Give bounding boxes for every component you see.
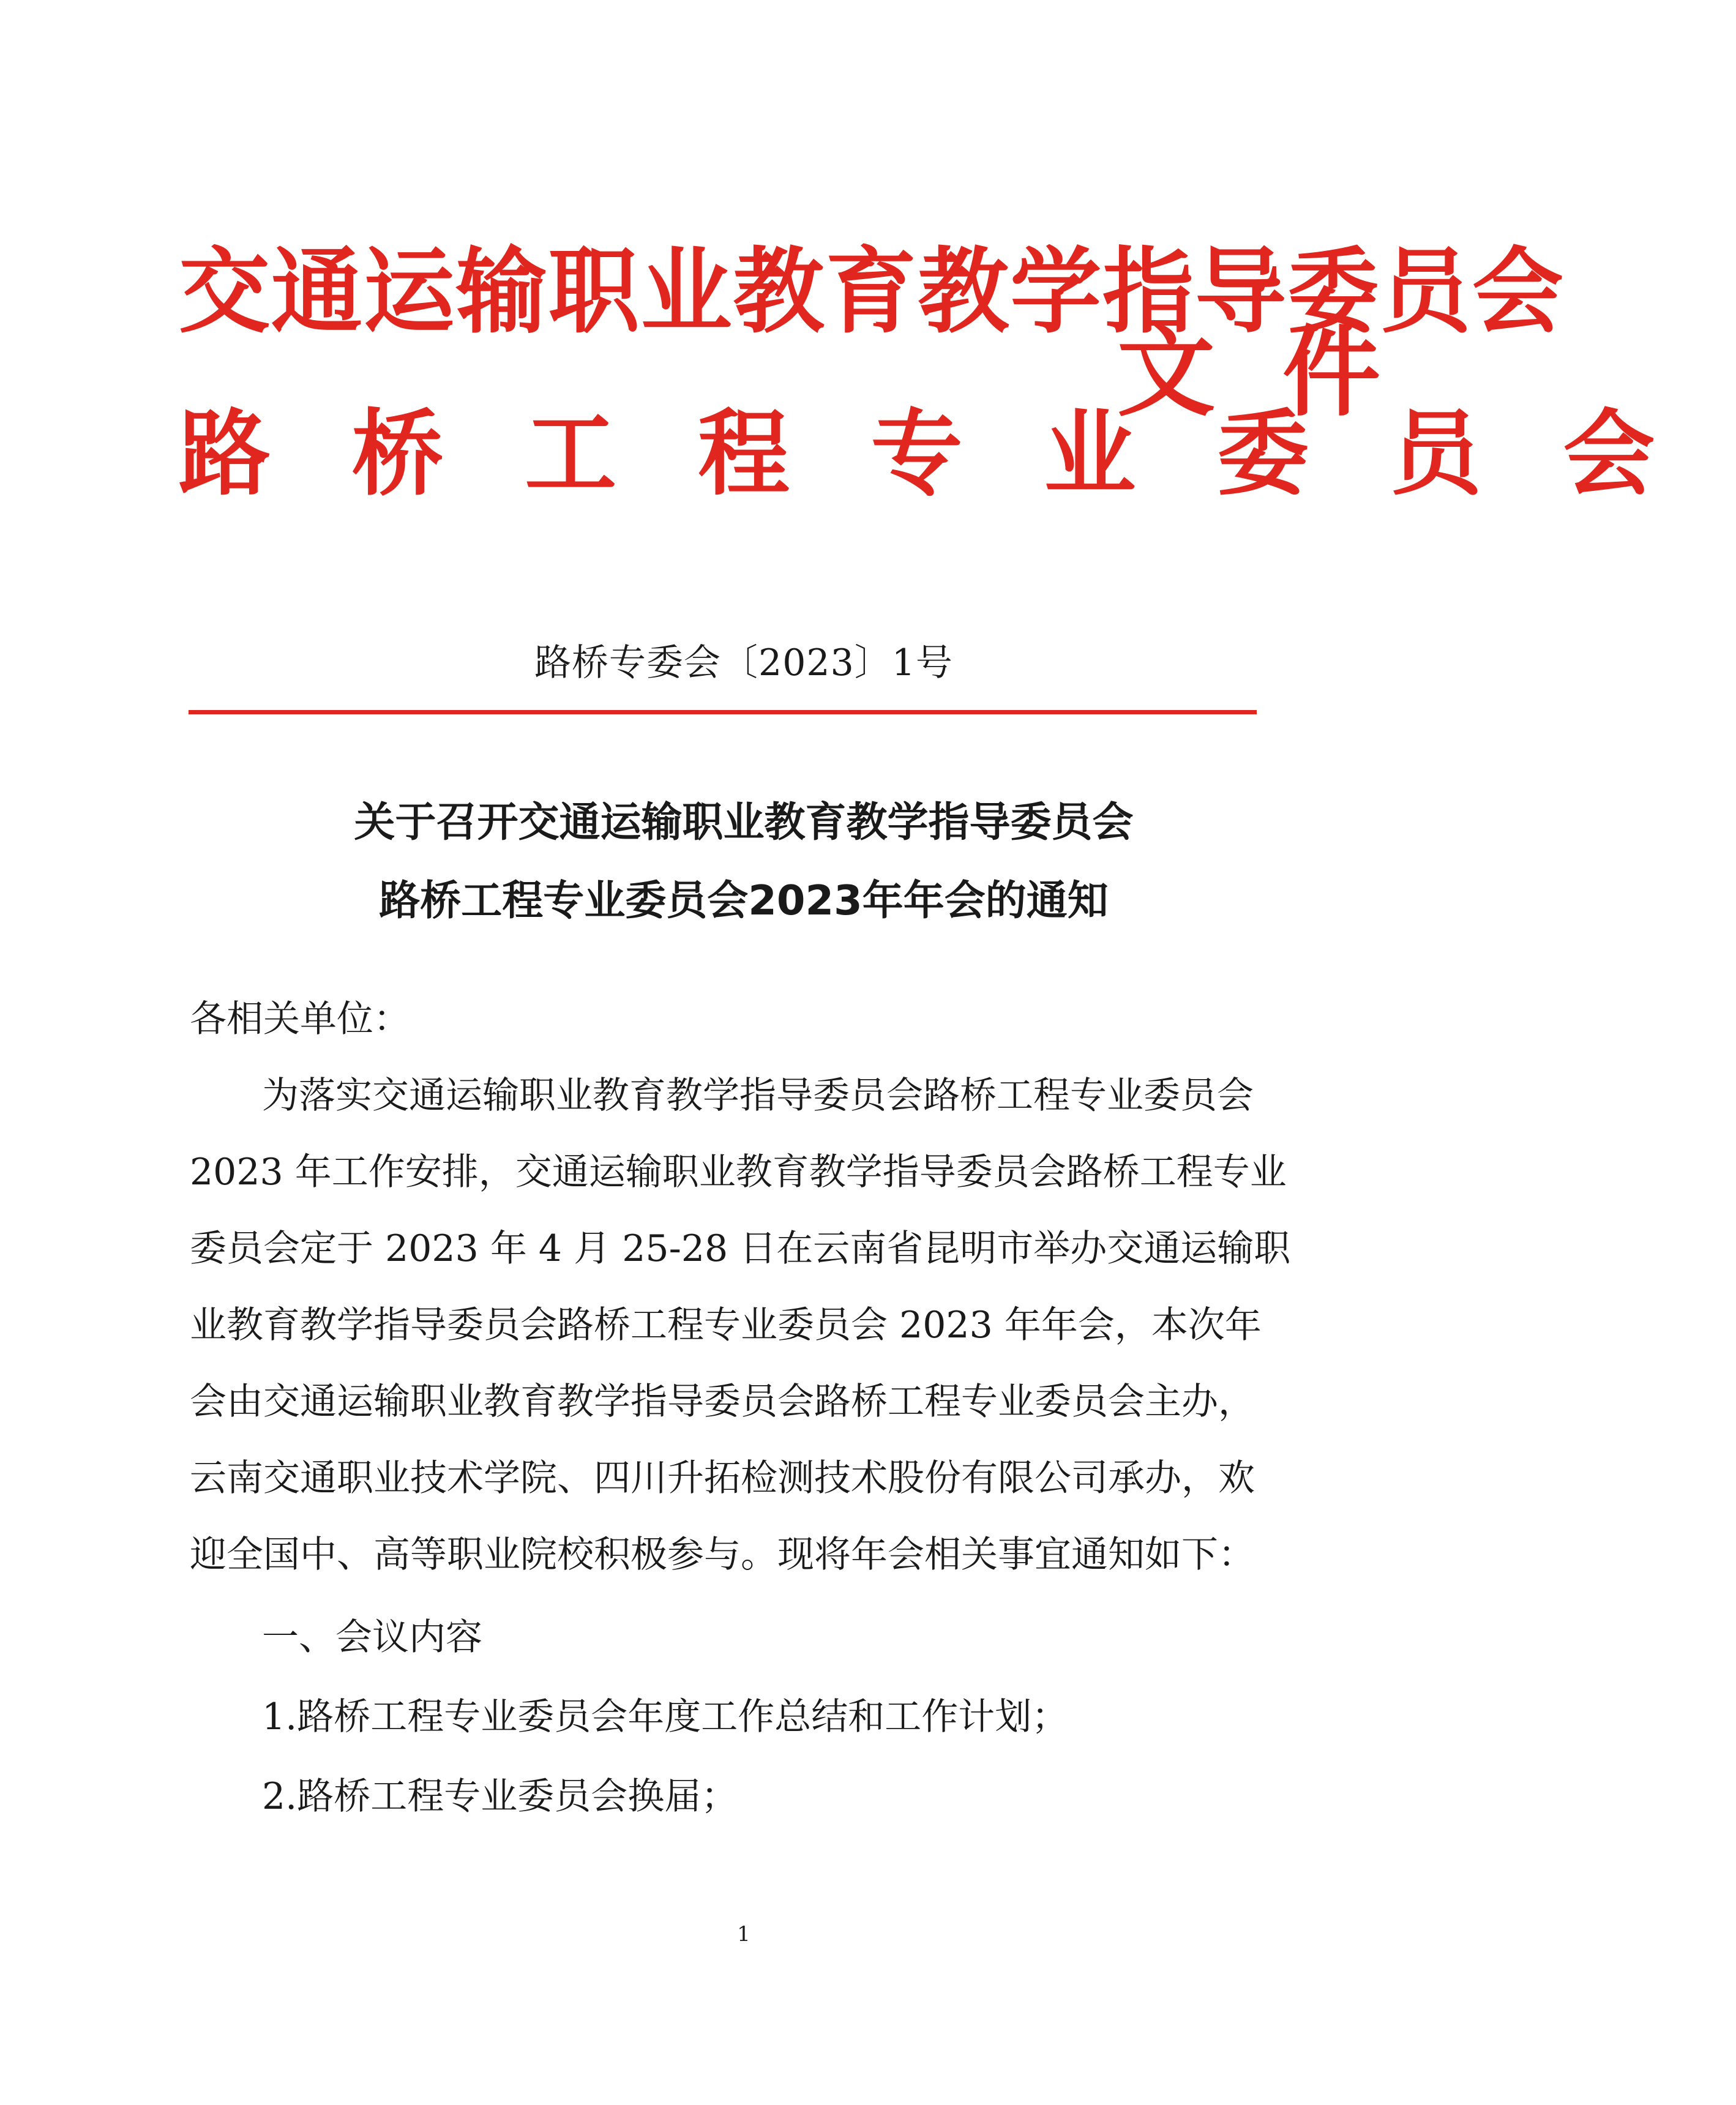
red-divider <box>189 710 1257 714</box>
document-number: 路桥专委会〔2023〕1号 <box>534 641 953 684</box>
paragraph-line: 业教育教学指导委员会路桥工程专业委员会 2023 年年会，本次年 <box>190 1304 1262 1347</box>
list-item: 2.路桥工程专业委员会换届； <box>262 1775 738 1818</box>
list-item: 1.路桥工程专业委员会年度工作总结和工作计划； <box>262 1696 1069 1738</box>
header-document-label: 文件 <box>1117 315 1448 430</box>
salutation: 各相关单位： <box>190 998 410 1041</box>
paragraph-line: 委员会定于 2023 年 4 月 25-28 日在云南省昆明市举办交通运输职 <box>190 1227 1291 1270</box>
title-line-2: 路桥工程专业委员会2023年年会的通知 <box>379 877 1109 924</box>
paragraph-line: 为落实交通运输职业教育教学指导委员会路桥工程专业委员会 <box>262 1074 1254 1117</box>
section-heading: 一、会议内容 <box>262 1616 482 1659</box>
page-number: 1 <box>737 1922 750 1946</box>
paragraph-line: 会由交通运输职业教育教学指导委员会路桥工程专业委员会主办， <box>190 1380 1255 1423</box>
paragraph-line: 云南交通职业技术学院、四川升拓检测技术股份有限公司承办，欢 <box>190 1457 1255 1500</box>
title-line-1: 关于召开交通运输职业教育教学指导委员会 <box>354 798 1134 846</box>
header-org-name: 交通运输职业教育教学指导委员会 <box>179 237 1565 346</box>
paragraph-line: 迎全国中、高等职业院校积极参与。现将年会相关事宜通知如下： <box>190 1533 1255 1576</box>
header-committee-name: 路桥工程专业委员会 <box>179 400 1736 508</box>
paragraph-line: 2023 年工作安排，交通运输职业教育教学指导委员会路桥工程专业 <box>190 1151 1287 1194</box>
